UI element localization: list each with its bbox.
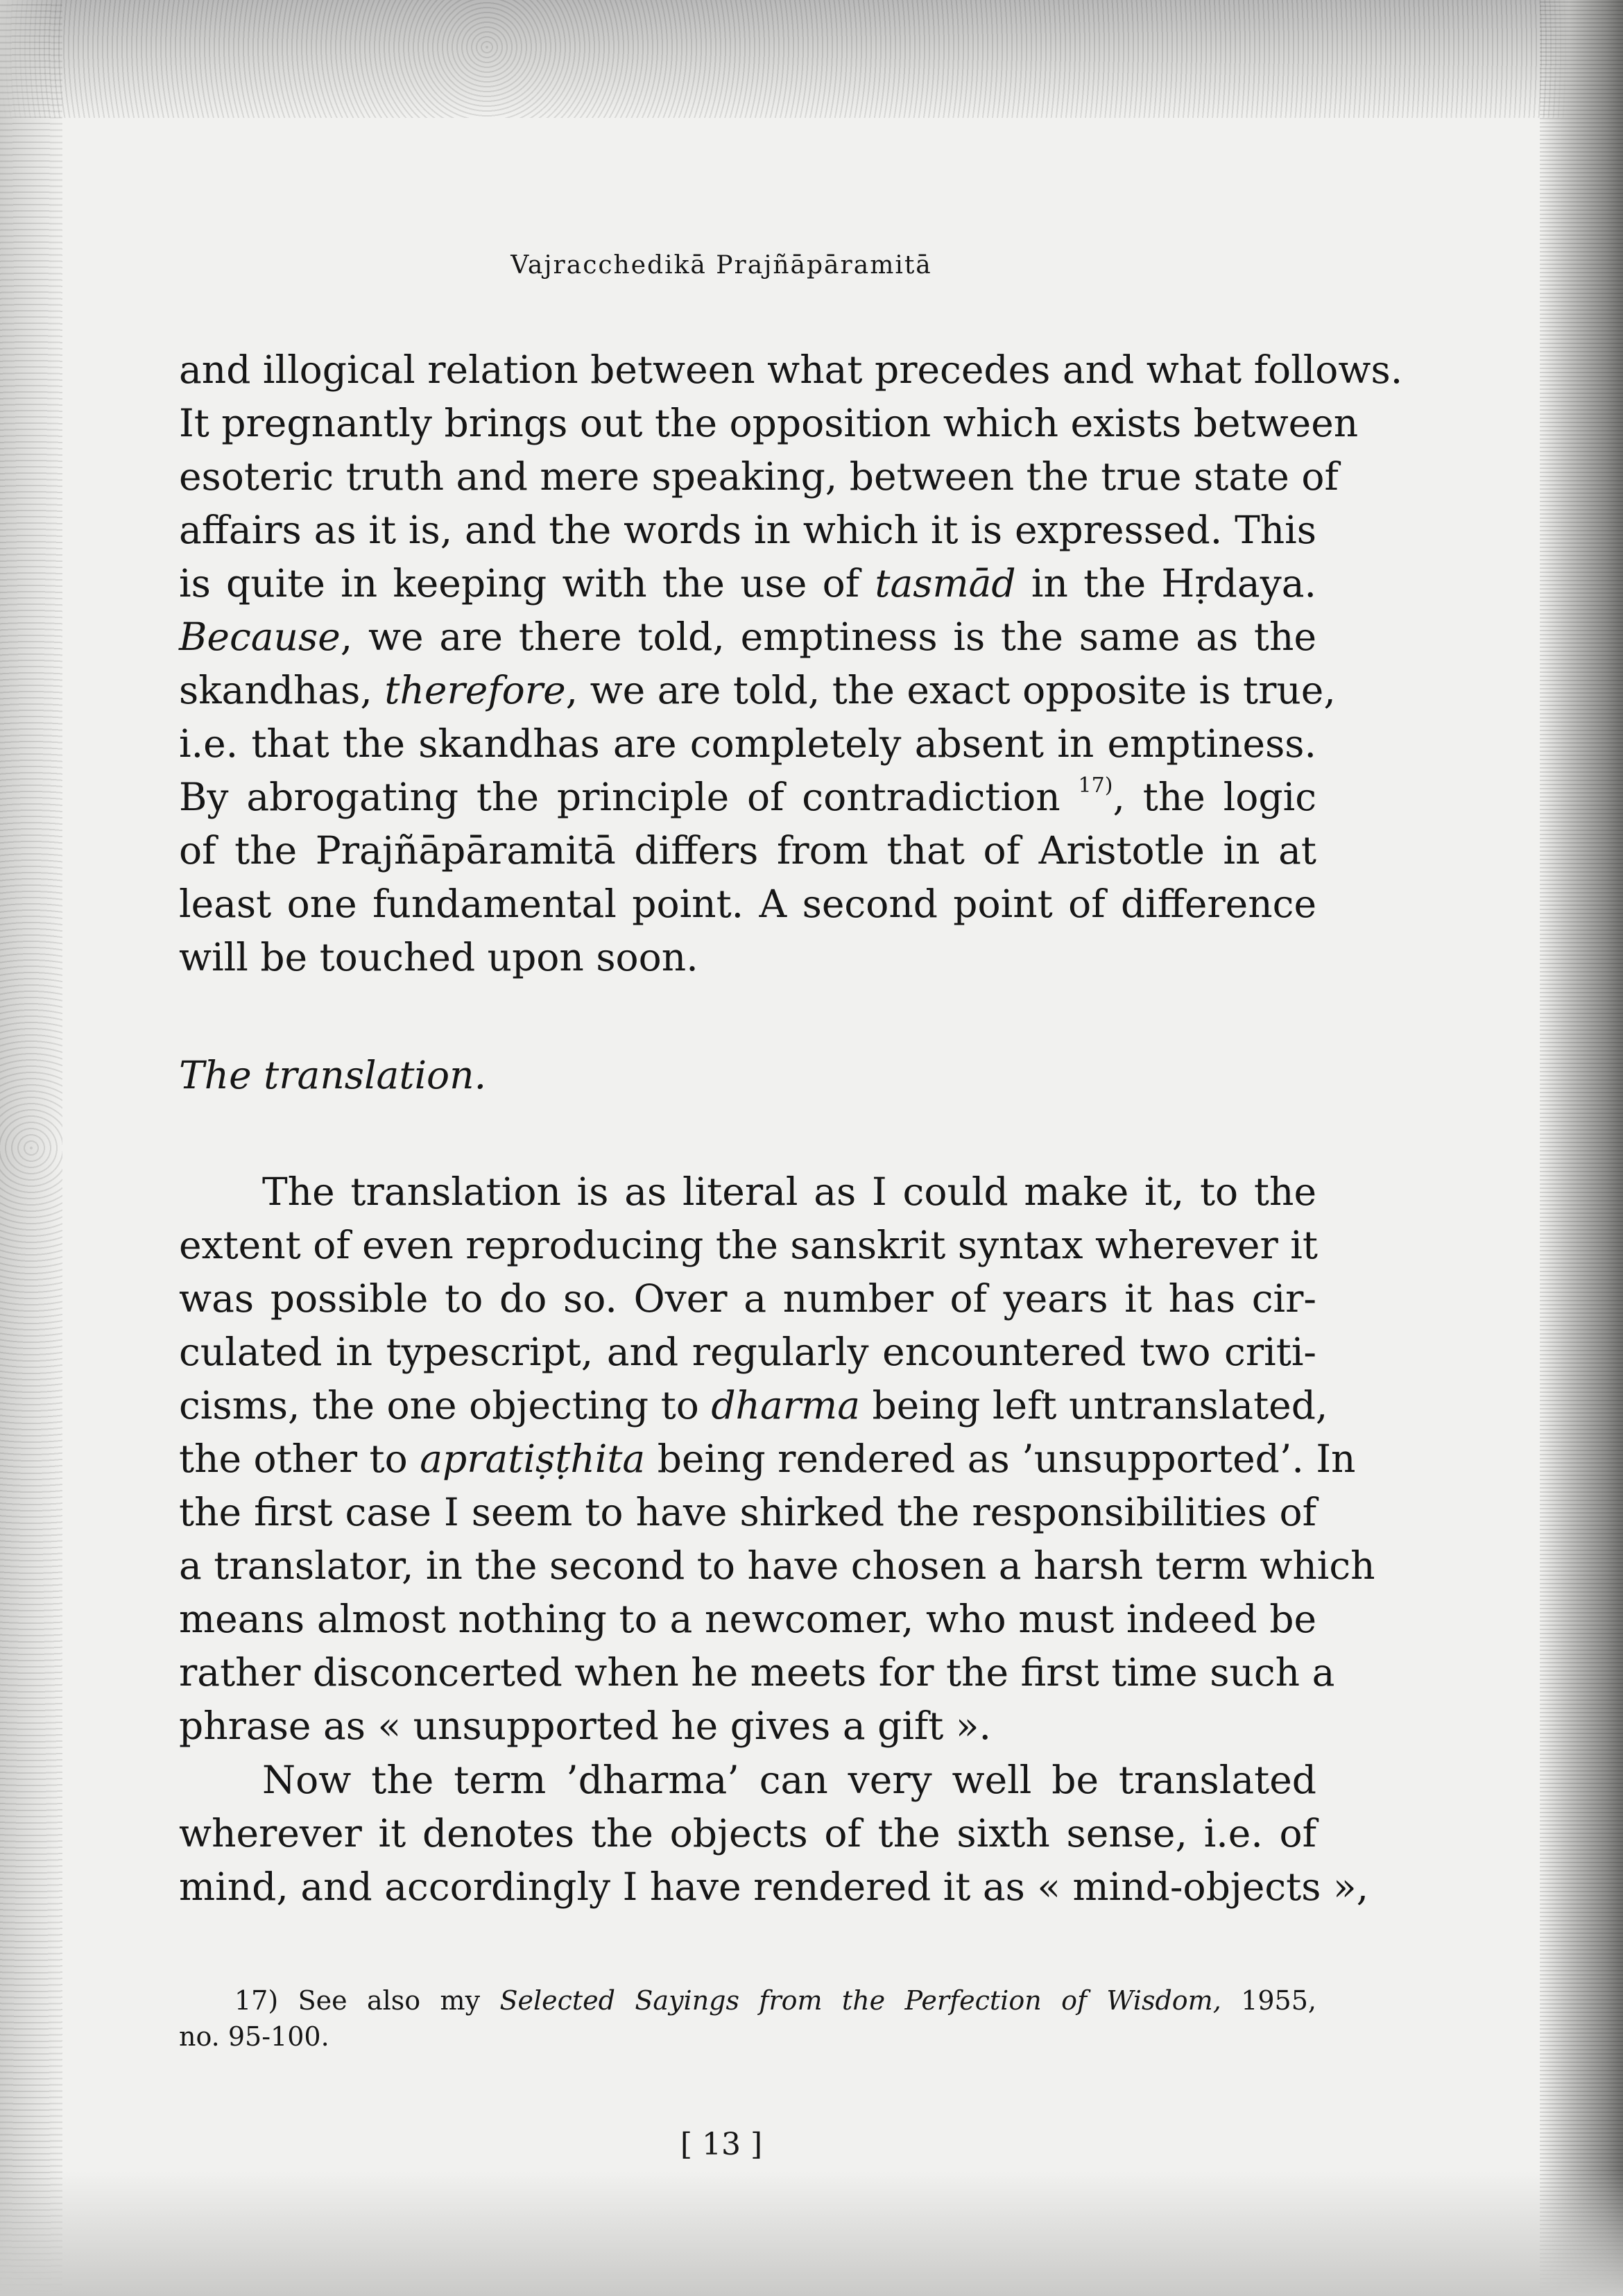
text-segment: is quite in keeping with the use of — [179, 561, 860, 606]
scan-shadow-bottom — [0, 2171, 1623, 2296]
text-line: of the Prajñāpāramitā differs from that of Aristotle in at — [179, 828, 1316, 873]
running-header: Vajracchedikā Prajñāpāramitā — [510, 251, 932, 280]
section-heading: The translation. — [179, 1053, 487, 1097]
text-segment: skandhas, — [179, 668, 372, 712]
text-line — [179, 1379, 1328, 1432]
text-segment: cisms, the one objecting to — [179, 1383, 699, 1428]
paragraph-2 — [179, 1165, 1375, 1753]
text-line: a translator, in the second to have chosen a harsh term which — [179, 1543, 1375, 1588]
italic-term: therefore — [384, 668, 566, 712]
text-line: affairs as it is, and the words in which it is expressed. This — [179, 508, 1316, 552]
text-line: was possible to do so. Over a number of years it has cir- — [179, 1276, 1316, 1321]
footnote-year: 1955, — [1241, 1985, 1316, 2016]
text-line: esoteric truth and mere speaking, between the true state of — [179, 454, 1339, 499]
page-number: [ 13 ] — [680, 2127, 763, 2162]
text-line: It pregnantly brings out the opposition which exists between — [179, 401, 1359, 445]
text-line — [179, 664, 1336, 717]
footnote-line: no. 95-100. — [179, 2021, 329, 2052]
footnote-number: 17) See also my — [234, 1985, 481, 2016]
paragraph-3 — [179, 1754, 1369, 1914]
text-line: extent of even reproducing the sanskrit syntax wherever it — [179, 1223, 1318, 1267]
text-segment: , we are there told, emptiness is the same as the — [340, 615, 1316, 659]
text-line: phrase as « unsupported he gives a gift ». — [179, 1704, 991, 1748]
text-line: mind, and accordingly I have rendered it as « mind-objects », — [179, 1865, 1369, 1909]
italic-term: tasmād — [875, 561, 1016, 606]
paragraph-1 — [179, 343, 1403, 984]
text-segment: being left untranslated, — [872, 1383, 1328, 1428]
italic-term: Because — [179, 615, 341, 659]
text-segment: in the Hṛdaya. — [1031, 561, 1317, 606]
text-line: wherever it denotes the objects of the sixth sense, i.e. of — [179, 1811, 1316, 1856]
text-segment: , we are told, the exact opposite is true, — [565, 668, 1336, 712]
scan-shadow-top — [0, 0, 1623, 118]
text-line: least one fundamental point. A second point of difference — [179, 882, 1316, 926]
text-line: culated in typescript, and regularly encountered two criti- — [179, 1330, 1316, 1374]
text-segment: being rendered as ’unsupported’. In — [657, 1437, 1356, 1481]
text-segment: By abrogating the principle of contradiction — [179, 775, 1060, 819]
text-line: Now the term ’dharma’ can very well be translated — [262, 1758, 1316, 1802]
text-line: The translation is as literal as I could make it, to the — [262, 1170, 1316, 1214]
text-line: rather disconcerted when he meets for the first time such a — [179, 1650, 1335, 1695]
text-line — [179, 557, 1316, 610]
text-line: will be touched upon soon. — [179, 935, 698, 979]
footnote-17 — [179, 1982, 1316, 2055]
text-line: and illogical relation between what precedes and what follows. — [179, 348, 1403, 392]
text-segment: , the logic — [1113, 775, 1317, 819]
footnote-reference[interactable]: 17) — [1078, 773, 1113, 798]
text-line: the first case I seem to have shirked the responsibilities of — [179, 1490, 1316, 1534]
scan-shadow-right — [1540, 0, 1623, 2296]
text-line — [179, 771, 1316, 824]
text-line — [179, 1432, 1356, 1486]
footnote-line — [179, 1982, 1316, 2019]
text-line — [179, 610, 1316, 664]
text-segment: the other to — [179, 1437, 408, 1481]
scan-shadow-left — [0, 0, 62, 2296]
italic-term: dharma — [711, 1383, 860, 1428]
footnote-book-title: Selected Sayings from the Perfection of Wisdom, — [499, 1985, 1221, 2016]
text-line: i.e. that the skandhas are completely absent in emptiness. — [179, 721, 1316, 766]
italic-term: apratiṣṭhita — [420, 1437, 646, 1481]
text-line: means almost nothing to a newcomer, who must indeed be — [179, 1597, 1316, 1641]
